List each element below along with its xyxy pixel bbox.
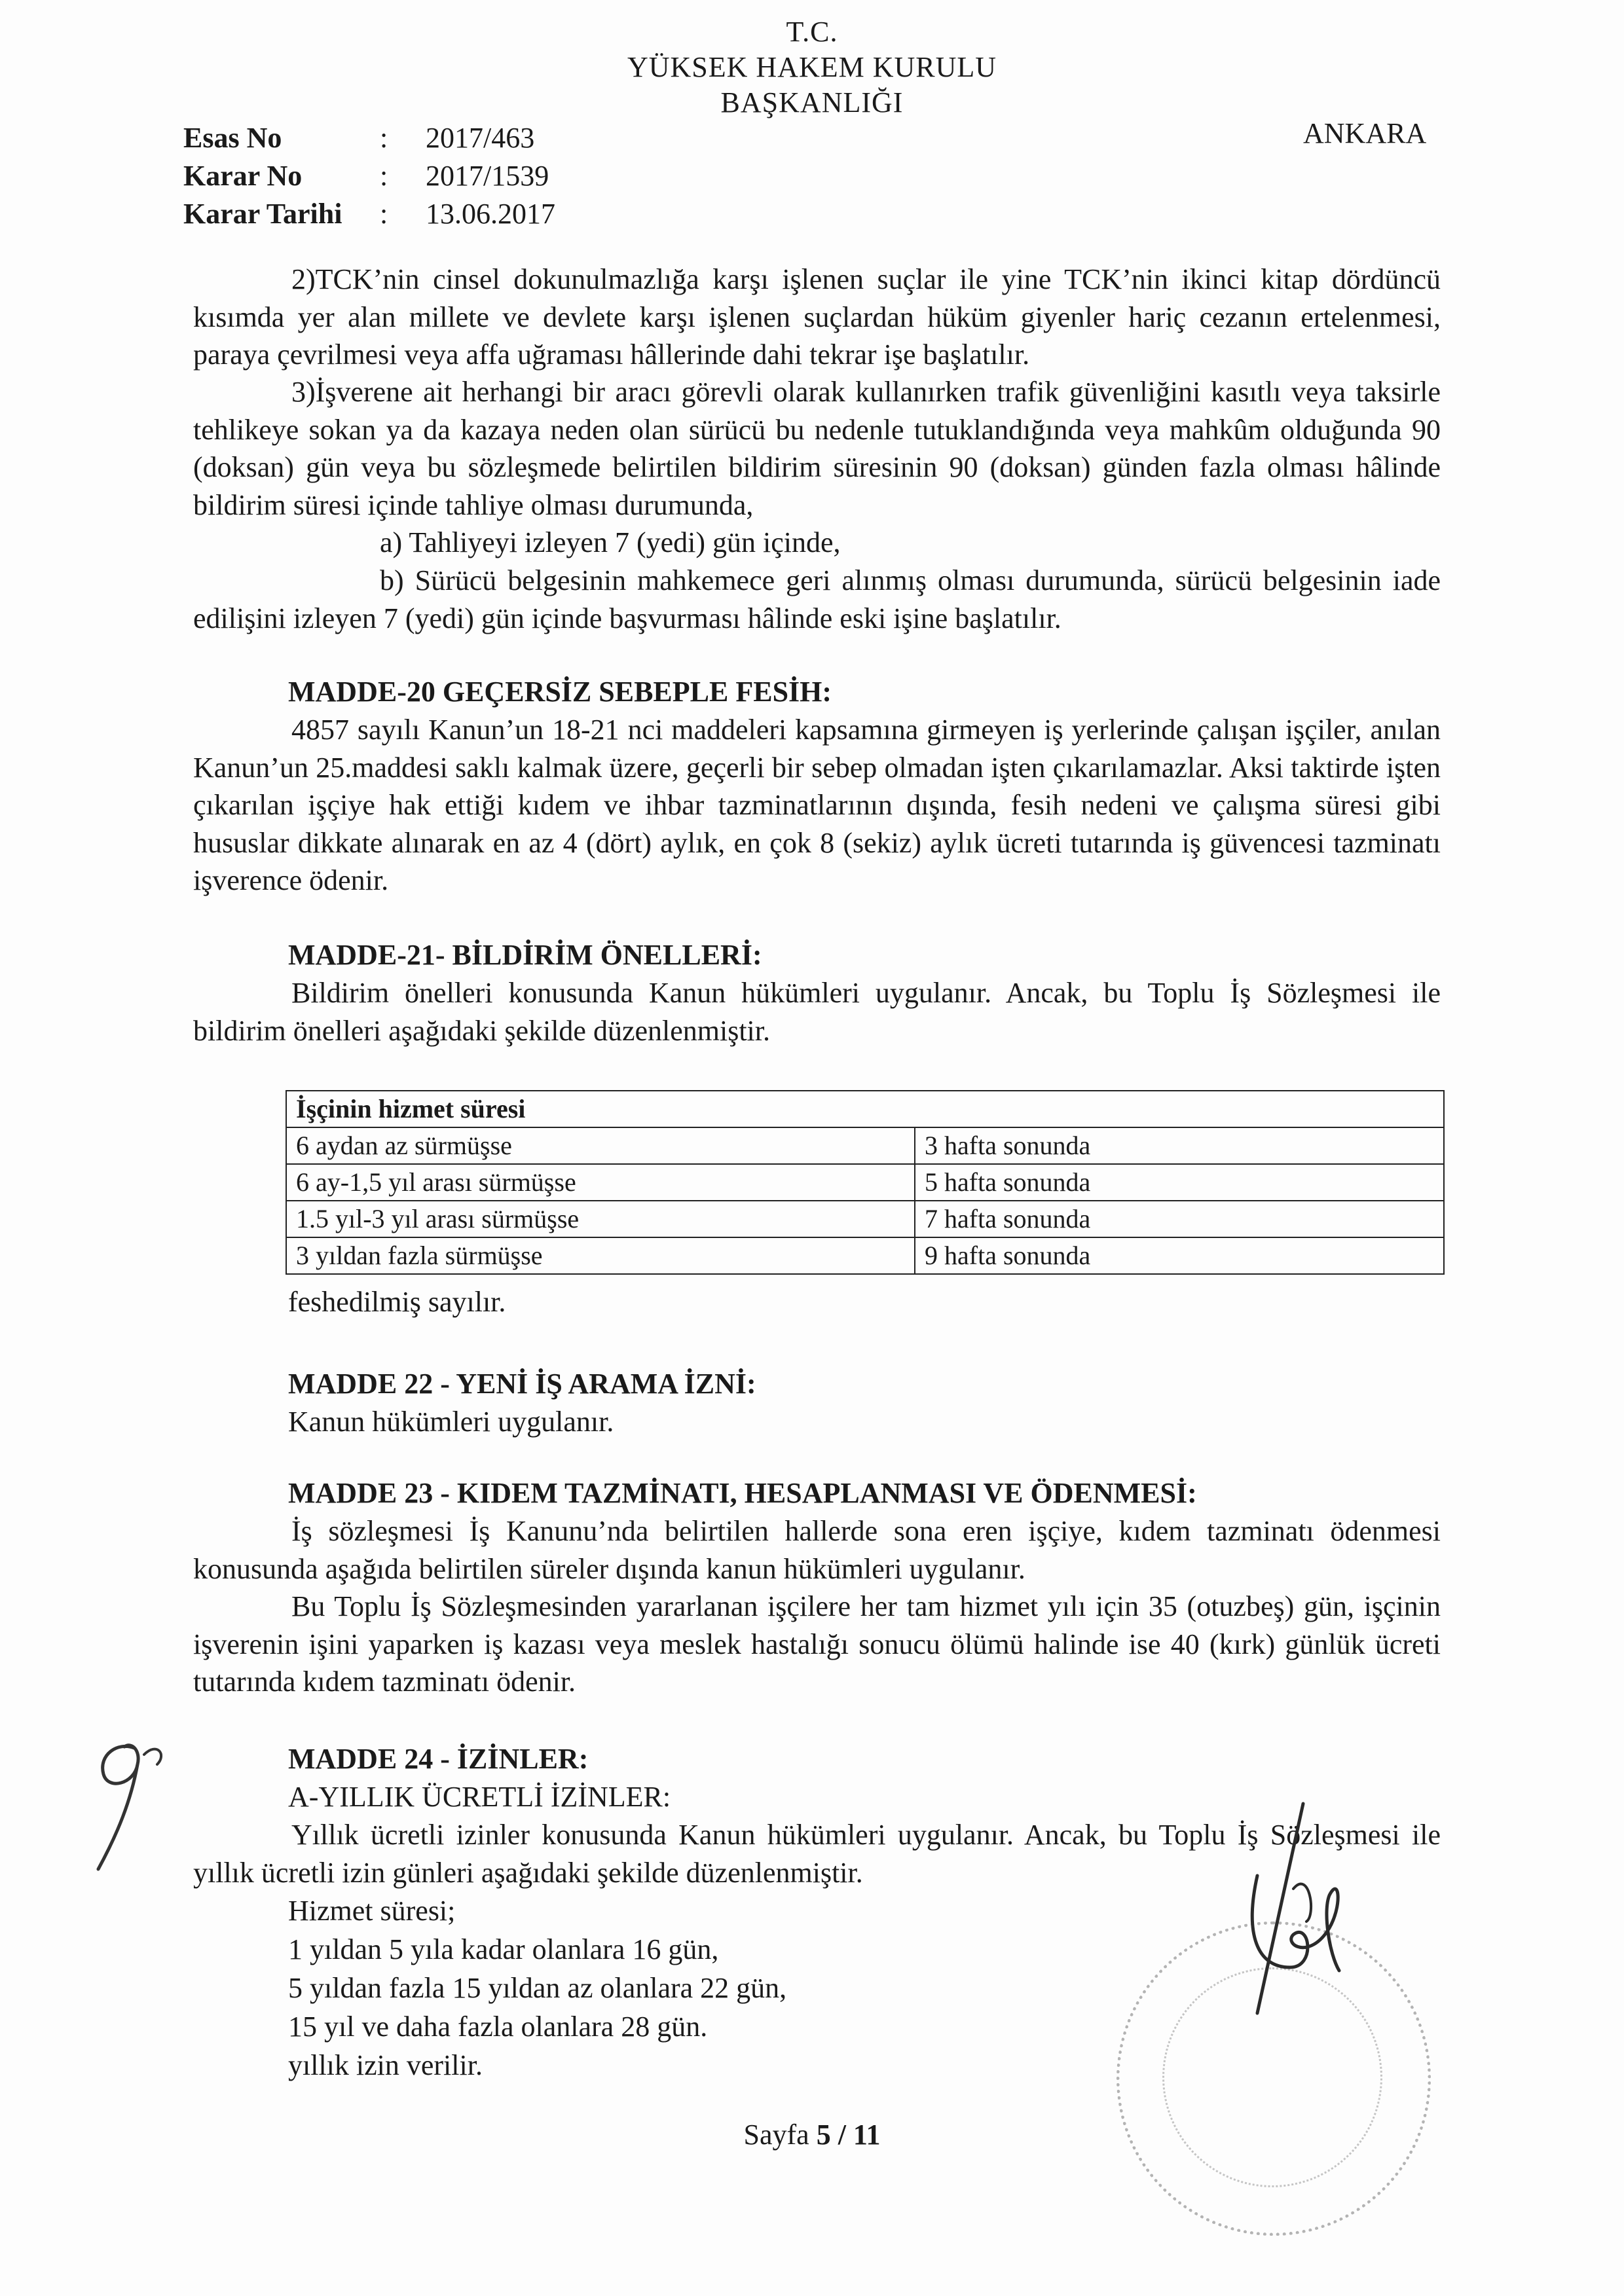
table-after-text: feshedilmiş sayılır. — [288, 1286, 506, 1318]
meta-key: Esas No — [183, 122, 282, 154]
paragraph-3: 3)İşverene ait herhangi bir aracı görevli olarak kullanırken trafik güvenliğini kasıtlı veya taksirle tehlikeye sokan ya da kazaya neden olan sürücü bu nedenle tutuklandığında veya mahkûm olduğunda 90 (doksan) gün veya bu sözleşmede belirtilen bildirim süresinin 90 (doksan) günden fazla olması hâlinde bildirim süresi içinde tahliye olması durumunda, — [193, 376, 1441, 521]
signature — [1231, 1791, 1388, 2039]
page-total: 11 — [853, 2119, 881, 2151]
article-20-text: 4857 sayılı Kanun’un 18-21 nci maddeleri kapsamına girmeyen iş yerlerinde çalışan işçiler, anılan Kanun’un 25.maddesi saklı kalmak üzere, geçerli bir sebep olmadan işten çıkarılamazlar. Aksi taktirde işten çıkarılan işçiye hak ettiği kıdem ve ihbar tazminatlarının dışında, fesih nedeni ve çalışma süresi gibi hususlar dikkate alınarak en az 4 (dört) aylık, en çok 8 (sekiz) aylık ücreti tutarında iş güvencesi tazminatı işverence ödenir. — [193, 714, 1441, 896]
table-cell-notice: 3 hafta sonunda — [915, 1127, 1444, 1164]
list-item: Hizmet süresi; — [288, 1895, 456, 1927]
header-location: ANKARA — [1303, 117, 1427, 149]
article-24-text: Yıllık ücretli izinler konusunda Kanun hükümleri uygulanır. Ancak, bu Toplu İş Sözleşmesi ile yıllık ücretli izin günleri aşağıdaki şekilde düzenlenmiştir. — [193, 1819, 1441, 1889]
meta-value: 2017/1539 — [426, 160, 549, 192]
table-row — [286, 1237, 1444, 1274]
table-cell-notice: 7 hafta sonunda — [915, 1201, 1444, 1237]
article-21-title: MADDE-21- BİLDİRİM ÖNELLERİ: — [288, 939, 762, 971]
list-item: yıllık izin verilir. — [288, 2049, 483, 2081]
meta-value: 2017/463 — [426, 122, 535, 154]
article-20-title: MADDE-20 GEÇERSİZ SEBEPLE FESİH: — [288, 676, 832, 708]
table-row — [286, 1164, 1444, 1201]
table-row — [286, 1127, 1444, 1164]
paragraph-2: 2)TCK’nin cinsel dokunulmazlığa karşı işlenen suçlar ile yine TCK’nin ikinci kitap dördüncü kısımda yer alan millete ve devlete karşı işlenen suçlardan hüküm giyenler hariç cezanın ertelenmesi, paraya çevrilmesi veya affa uğraması hâllerinde dahi tekrar işe başlatılır. — [193, 263, 1441, 371]
header-institution: YÜKSEK HAKEM KURULU — [627, 51, 997, 83]
article-23-text-2: Bu Toplu İş Sözleşmesinden yararlanan işçilere her tam hizmet yılı için 35 (otuzbeş) gün, işçinin işverenin işini yaparken iş kazası veya meslek hastalığı sonucu ölümü halinde ise 40 (kırk) günlük ücreti tutarında kıdem tazminatı ödenir. — [193, 1590, 1441, 1698]
table-header-row — [286, 1091, 1444, 1127]
header-tc: T.C. — [786, 16, 838, 48]
meta-row-karar: Karar No : 2017/1539 — [183, 157, 555, 195]
table-cell-duration: 6 aydan az sürmüşse — [286, 1127, 915, 1164]
list-item: 15 yıl ve daha fazla olanlara 28 gün. — [288, 2011, 708, 2043]
article-22-text: Kanun hükümleri uygulanır. — [288, 1406, 614, 1438]
item-b: b) Sürücü belgesinin mahkemece geri alınmış olması durumunda, sürücü belgesinin iade edilişini izleyen 7 (yedi) gün içinde başvurması hâlinde eski işine başlatılır. — [193, 564, 1441, 634]
article-23-text-1: İş sözleşmesi İş Kanunu’nda belirtilen hallerde sona eren işçiye, kıdem tazminatı ödenmesi konusunda aşağıda belirtilen süreler dışında kanun hükümleri uygulanır. — [193, 1515, 1441, 1585]
margin-initials-signature — [72, 1728, 183, 1879]
article-24-subtitle: A-YILLIK ÜCRETLİ İZİNLER: — [288, 1781, 671, 1813]
list-item: 5 yıldan fazla 15 yıldan az olanlara 22 gün, — [288, 1972, 787, 2004]
table-cell-notice: 5 hafta sonunda — [915, 1164, 1444, 1201]
table-header: İşçinin hizmet süresi — [286, 1091, 1444, 1127]
list-item: 1 yıldan 5 yıla kadar olanlara 16 gün, — [288, 1933, 719, 1965]
table-cell-notice: 9 hafta sonunda — [915, 1237, 1444, 1274]
page-prefix: Sayfa — [743, 2119, 817, 2151]
notice-period-table — [286, 1090, 1445, 1275]
meta-row-esas: Esas No : 2017/463 — [183, 119, 555, 157]
meta-value: 13.06.2017 — [426, 198, 555, 230]
table-row — [286, 1201, 1444, 1237]
article-21-text: Bildirim önelleri konusunda Kanun hükümleri uygulanır. Ancak, bu Toplu İş Sözleşmesi ile bildirim önelleri aşağıdaki şekilde düzenlenmiştir. — [193, 977, 1441, 1047]
header-presidency: BAŞKANLIĞI — [720, 86, 904, 118]
table-cell-duration: 1.5 yıl-3 yıl arası sürmüşse — [286, 1201, 915, 1237]
meta-row-tarih: Karar Tarihi : 13.06.2017 — [183, 195, 555, 233]
case-meta — [183, 119, 555, 233]
meta-key: Karar Tarihi — [183, 198, 342, 230]
article-22-title: MADDE 22 - YENİ İŞ ARAMA İZNİ: — [288, 1368, 756, 1400]
article-24-title: MADDE 24 - İZİNLER: — [288, 1743, 589, 1775]
page-sep: / — [830, 2119, 853, 2151]
table-cell-duration: 6 ay-1,5 yıl arası sürmüşse — [286, 1164, 915, 1201]
meta-key: Karar No — [183, 160, 303, 192]
article-23-title: MADDE 23 - KIDEM TAZMİNATI, HESAPLANMASI VE ÖDENMESİ: — [288, 1477, 1197, 1509]
page-current: 5 — [816, 2119, 831, 2151]
table-cell-duration: 3 yıldan fazla sürmüşse — [286, 1237, 915, 1274]
item-a: a) Tahliyeyi izleyen 7 (yedi) gün içinde, — [380, 526, 841, 558]
